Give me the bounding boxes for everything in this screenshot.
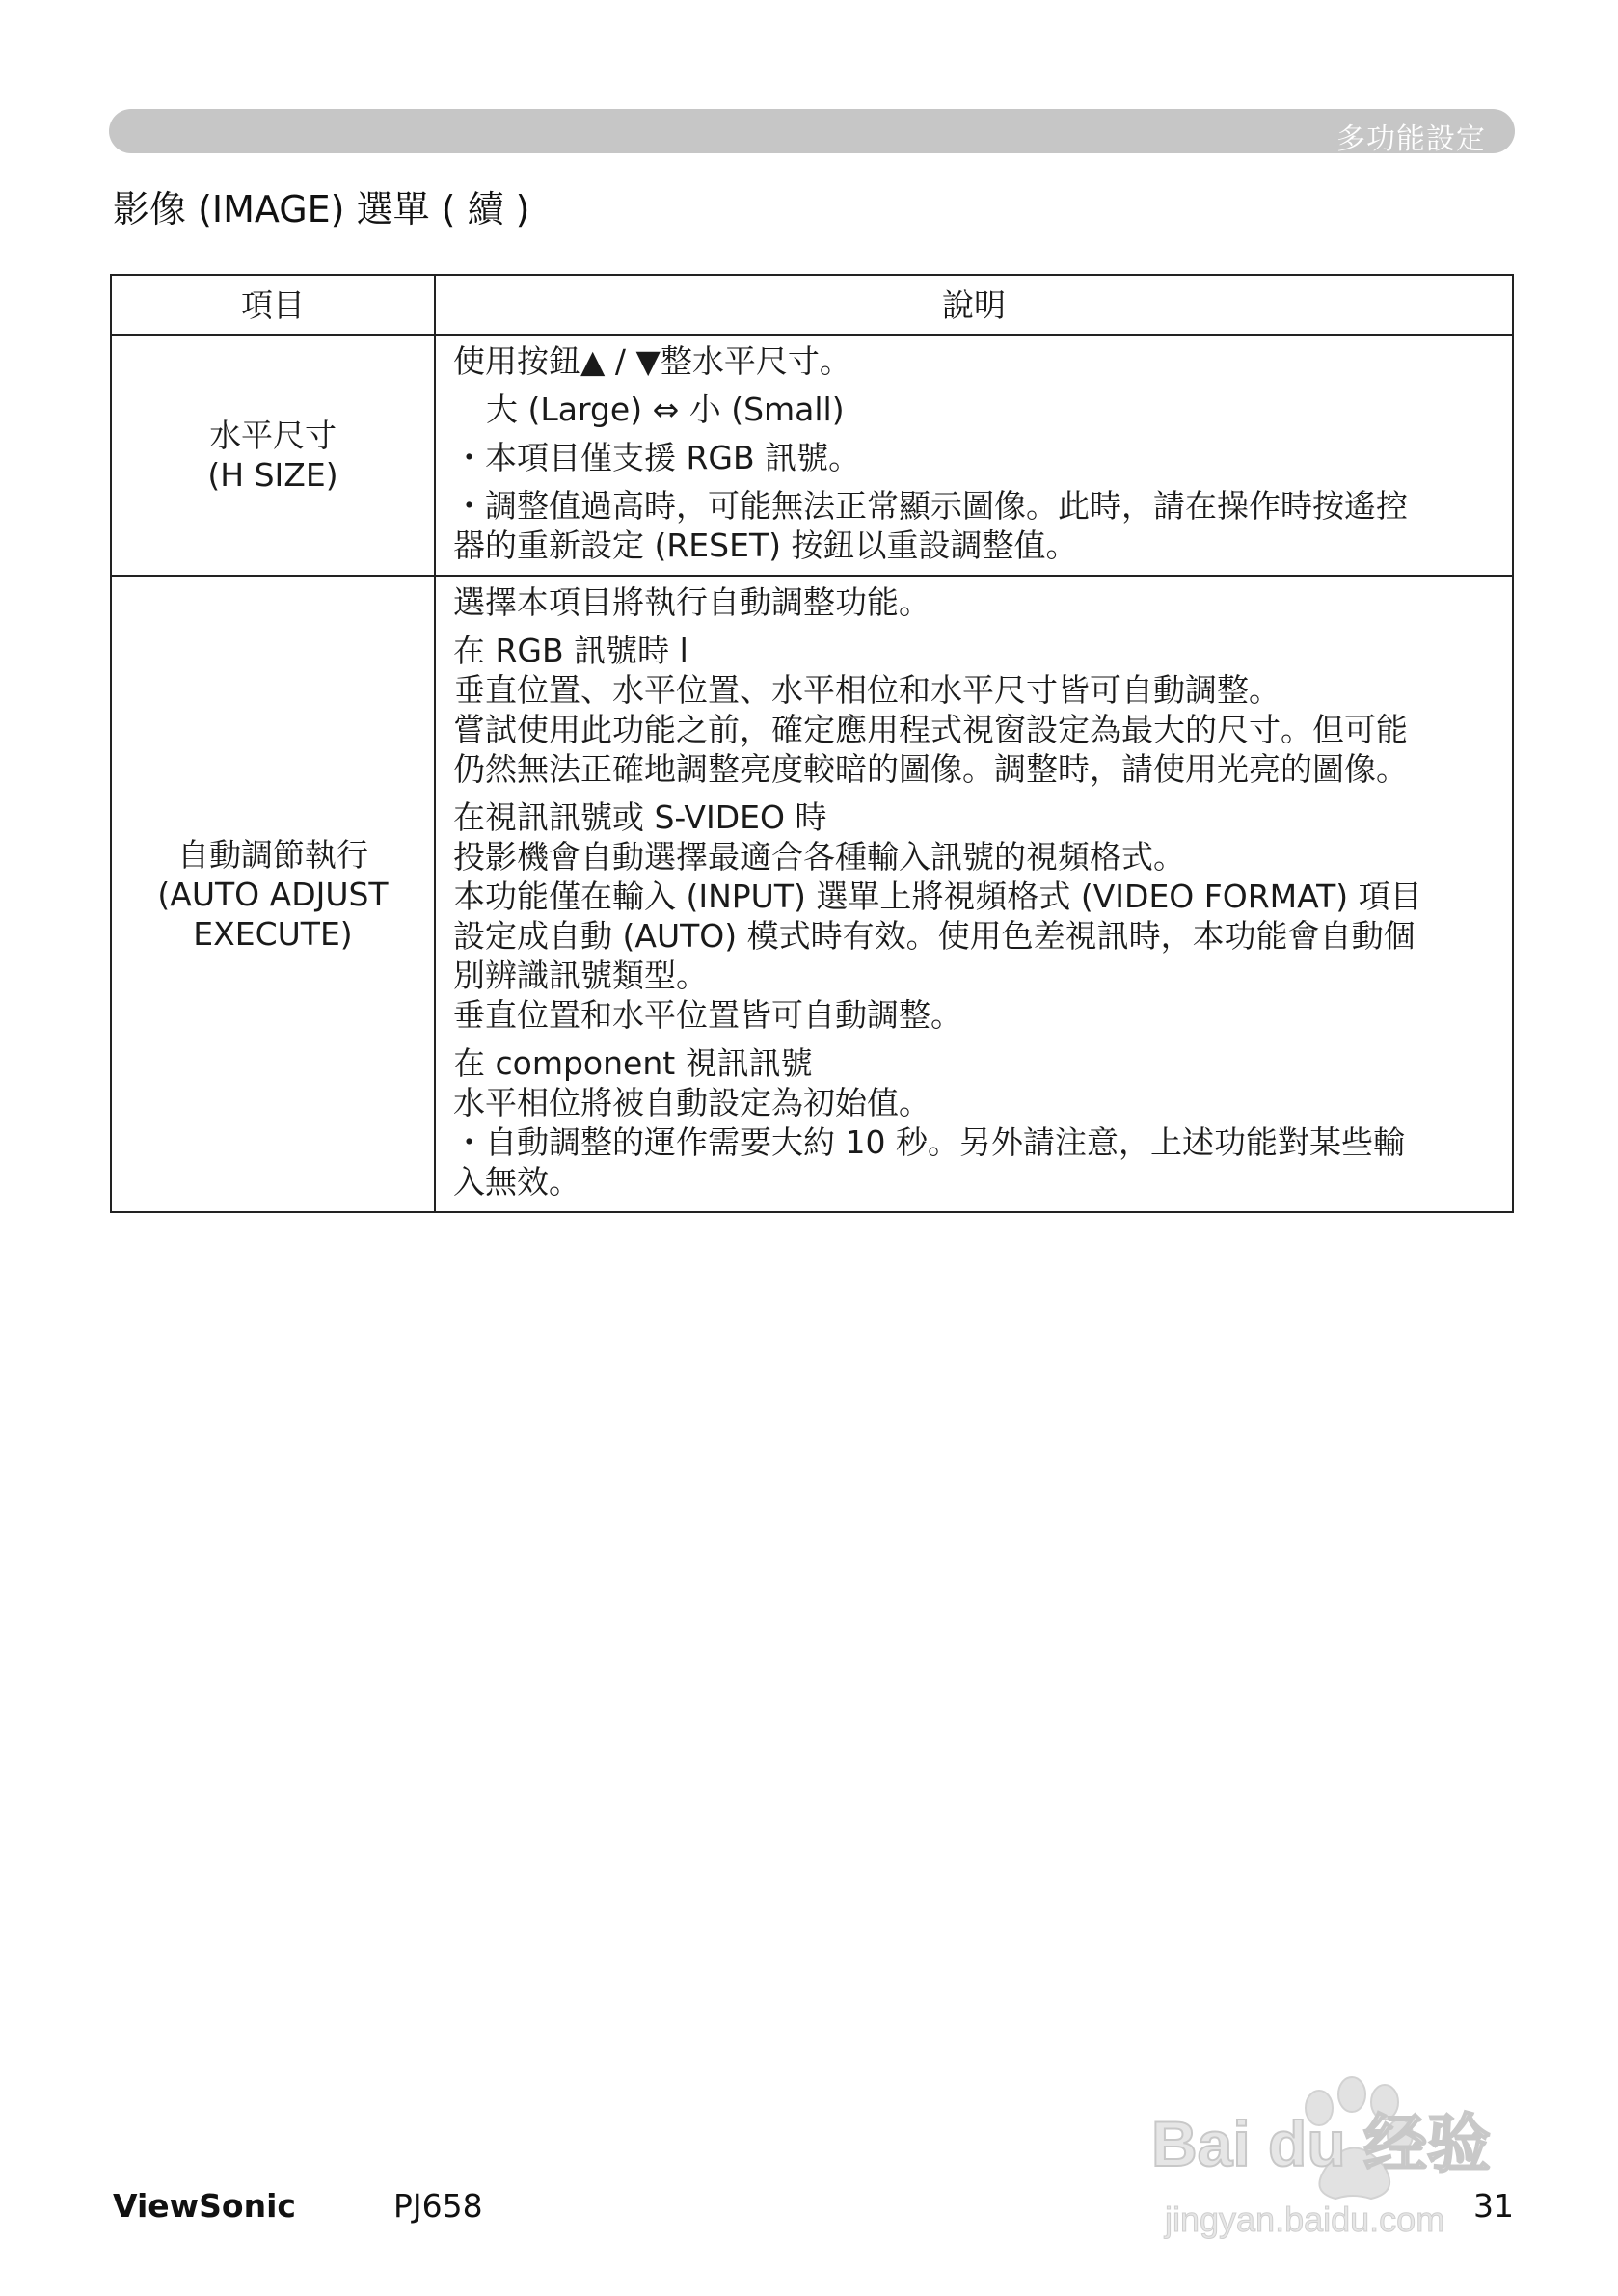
item-name-en: EXECUTE) [193, 914, 353, 953]
description-paragraph [453, 1043, 1495, 1202]
description-cell [435, 576, 1513, 1212]
description-line: 垂直位置、水平位置、水平相位和水平尺寸皆可自動調整。 [453, 671, 1281, 709]
description-paragraph [453, 582, 1495, 622]
description-line: ・本項目僅支援 RGB 訊號。 [453, 439, 861, 476]
item-cell [111, 576, 435, 1212]
description-line: 在 component 視訊訊號 [453, 1044, 813, 1082]
description-line: 使用按鈕▲ / ▼整水平尺寸。 [453, 342, 851, 380]
description-line: 設定成自動 (AUTO) 模式時有效。使用色差視訊時，本功能會自動個 [453, 917, 1416, 955]
item-name: 自動調節執行 [177, 835, 368, 874]
description-cell [435, 335, 1513, 576]
description-paragraph [453, 486, 1495, 565]
description-line: 器的重新設定 (RESET) 按鈕以重設調整值。 [453, 527, 1078, 564]
description-paragraph [453, 797, 1495, 1035]
item-cell [111, 335, 435, 576]
description-line: 仍然無法正確地調整亮度較暗的圖像。調整時，請使用光亮的圖像。 [453, 750, 1408, 788]
item-name-en: (AUTO ADJUST [157, 875, 389, 913]
page-title: 影像 (IMAGE) 選單 ( 續 ) [113, 188, 530, 230]
header-description: 說明 [435, 275, 1513, 335]
description-line: 選擇本項目將執行自動調整功能。 [453, 583, 930, 621]
description-line: 本功能僅在輸入 (INPUT) 選單上將視頻格式 (VIDEO FORMAT) 項目 [453, 878, 1422, 915]
table-header-row [111, 275, 1513, 335]
description-line: 垂直位置和水平位置皆可自動調整。 [453, 996, 962, 1034]
footer-model: PJ658 [393, 2187, 483, 2225]
description-paragraph [453, 438, 1495, 477]
spec-table [110, 274, 1514, 1213]
section-label: 多功能設定 [1336, 122, 1486, 156]
description-line: 別辨識訊號類型。 [453, 957, 708, 994]
footer-brand: ViewSonic [113, 2187, 296, 2225]
section-header-bar [109, 109, 1515, 156]
description-line: 入無效。 [453, 1163, 580, 1201]
description-line: 嘗試使用此功能之前，確定應用程式視窗設定為最大的尺寸。但可能 [453, 711, 1408, 748]
description-line: 在視訊訊號或 S-VIDEO 時 [453, 798, 827, 836]
item-name-en: (H SIZE) [207, 456, 338, 494]
description-line: ・自動調整的運作需要大約 10 秒。另外請注意，上述功能對某些輸 [453, 1123, 1405, 1161]
description-line: ・調整值過高時，可能無法正常顯示圖像。此時，請在操作時按遙控 [453, 487, 1408, 525]
item-name: 水平尺寸 [209, 417, 337, 454]
table-row-h-size [111, 335, 1513, 576]
description-line: 水平相位將被自動設定為初始值。 [453, 1084, 930, 1121]
description-line: 大 (Large) ⇔ 小 (Small) [486, 391, 845, 428]
description-paragraph [453, 341, 1495, 381]
description-paragraph [453, 390, 1495, 429]
watermark-logo-text: Bai du 经验 [1151, 2108, 1492, 2179]
description-line: 在 RGB 訊號時 l [453, 632, 688, 669]
page-number: 31 [1473, 2187, 1514, 2225]
description-paragraph [453, 631, 1495, 789]
table-row-auto-adjust [111, 576, 1513, 1212]
watermark-url: jingyan.baidu.com [1165, 2200, 1445, 2239]
description-line: 投影機會自動選擇最適合各種輸入訊號的視頻格式。 [453, 838, 1185, 876]
header-item: 項目 [111, 275, 435, 335]
